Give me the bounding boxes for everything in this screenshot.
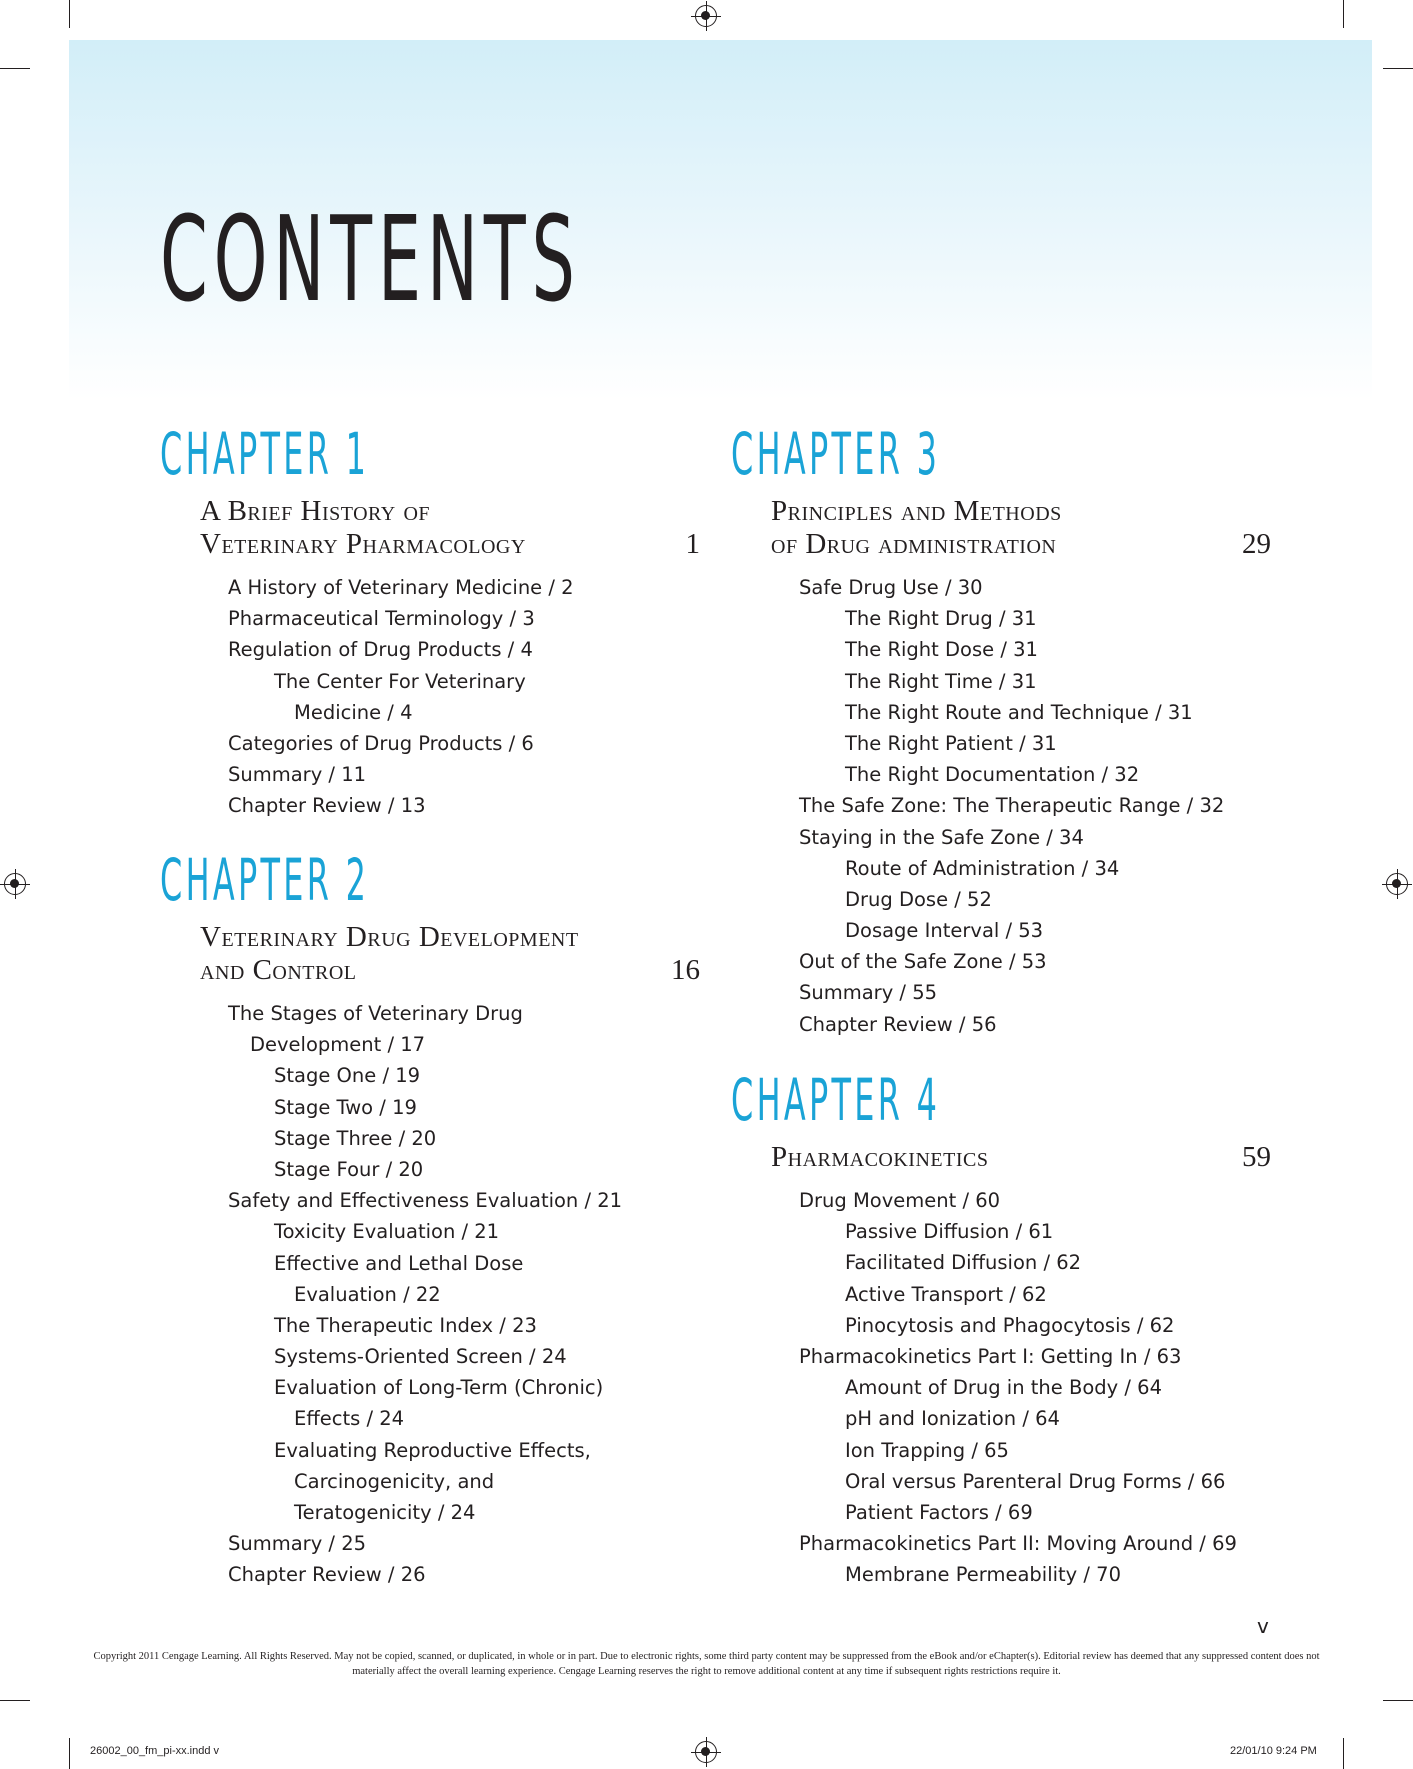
chapter-title-line1: A Brief History of: [200, 495, 431, 527]
crop-mark: [1383, 1700, 1413, 1701]
toc-subentry: Active Transport / 62: [845, 1282, 1047, 1306]
registration-mark-icon: [4, 873, 26, 895]
toc-subentry: Pinocytosis and Phagocytosis / 62: [845, 1313, 1175, 1337]
toc-subentry: Teratogenicity / 24: [294, 1501, 476, 1524]
crop-mark: [1343, 1738, 1344, 1769]
toc-subentry: Dosage Interval / 53: [845, 919, 1044, 943]
chapter-title-line1: Pharmacokinetics: [771, 1141, 989, 1173]
toc-subentry: Stage Four / 20: [274, 1157, 424, 1181]
toc-entry: Pharmaceutical Terminology / 3: [228, 607, 535, 631]
crop-mark: [69, 1738, 70, 1769]
toc-subentry: The Right Patient / 31: [845, 731, 1057, 755]
registration-mark-icon: [695, 5, 717, 27]
chapter-page-number: 16: [671, 954, 700, 986]
toc-entry: Regulation of Drug Products / 4: [228, 638, 533, 662]
chapter-page-number: 1: [685, 528, 700, 560]
toc-subentry: The Therapeutic Index / 23: [274, 1313, 537, 1337]
crop-mark: [1343, 0, 1344, 28]
toc-subentry: pH and Ionization / 64: [845, 1407, 1060, 1431]
crop-mark: [0, 68, 30, 69]
toc-entry: Chapter Review / 13: [228, 794, 426, 818]
toc-subentry: Ion Trapping / 65: [845, 1438, 1009, 1462]
print-slug-filename: 26002_00_fm_pi-xx.indd v: [90, 1745, 220, 1757]
chapter-3-entries: [799, 572, 1224, 1040]
toc-subentry: The Right Drug / 31: [845, 607, 1037, 631]
toc-entry: The Stages of Veterinary Drug: [228, 1002, 523, 1025]
toc-subentry: The Right Documentation / 32: [845, 763, 1140, 787]
toc-subentry: Passive Diffusion / 61: [845, 1220, 1054, 1244]
toc-subentry: Medicine / 4: [294, 700, 413, 724]
toc-subentry: Stage Three / 20: [274, 1126, 437, 1150]
toc-entry: Drug Movement / 60: [799, 1189, 1001, 1212]
toc-entry: Pharmacokinetics Part I: Getting In / 63: [799, 1344, 1182, 1368]
toc-entry: Summary / 25: [228, 1532, 367, 1556]
toc-subentry: Facilitated Diffusion / 62: [845, 1251, 1082, 1275]
chapter-label: CHAPTER 4: [731, 1066, 941, 1134]
chapter-1-entries: [228, 572, 574, 822]
toc-subentry: Evaluation of Long-Term (Chronic): [274, 1376, 604, 1400]
toc-entry: The Safe Zone: The Therapeutic Range / 32: [799, 794, 1225, 818]
toc-subentry: Drug Dose / 52: [845, 887, 992, 911]
toc-entry: Safety and Effectiveness Evaluation / 21: [228, 1189, 623, 1213]
toc-entry: Safe Drug Use / 30: [799, 576, 983, 599]
toc-subentry: Membrane Permeability / 70: [845, 1563, 1121, 1587]
toc-entry: Summary / 11: [228, 763, 367, 787]
toc-subentry: Systems-Oriented Screen / 24: [274, 1345, 567, 1369]
toc-subentry: Route of Administration / 34: [845, 856, 1120, 880]
crop-mark: [0, 1700, 30, 1701]
copyright-notice: Copyright 2011 Cengage Learning. All Rights Reserved. May not be copied, scanned, or duplicated, in whole or in part. Due to electronic rights, some third party content may be suppressed from the eBook and/or eChapter(s). Editorial review has deemed that any suppressed content does not materially affect the overall learning experience. Cengage Learning reserves the right to remove additional content at any time if subsequent rights restrictions require it.: [93, 1651, 1320, 1677]
chapter-label: CHAPTER 1: [160, 420, 370, 488]
toc-entry: Categories of Drug Products / 6: [228, 731, 534, 755]
registration-mark-icon: [695, 1741, 717, 1763]
page-title: CONTENTS: [160, 190, 581, 328]
chapter-label: CHAPTER 2: [160, 846, 370, 914]
toc-subentry: Evaluation / 22: [294, 1282, 441, 1306]
toc-subentry: Evaluating Reproductive Effects,: [274, 1438, 591, 1462]
toc-entry: Staying in the Safe Zone / 34: [799, 825, 1084, 849]
chapter-title-line2: of Drug administration: [771, 528, 1057, 560]
toc-subentry: Patient Factors / 69: [845, 1500, 1033, 1524]
toc-subentry: Effective and Lethal Dose: [274, 1251, 524, 1275]
toc-subentry: The Right Route and Technique / 31: [845, 700, 1193, 724]
toc-subentry: Effects / 24: [294, 1407, 405, 1431]
toc-entry: Pharmacokinetics Part II: Moving Around / 69: [799, 1532, 1237, 1556]
toc-entry: Chapter Review / 26: [228, 1563, 426, 1587]
chapter-label: CHAPTER 3: [731, 420, 941, 488]
toc-subentry: Carcinogenicity, and: [294, 1469, 495, 1493]
toc-entry: A History of Veterinary Medicine / 2: [228, 576, 574, 599]
chapter-title-line2: and Control: [200, 954, 357, 986]
toc-subentry: Stage One / 19: [274, 1064, 421, 1088]
chapter-2-entries: [228, 998, 622, 1591]
toc-subentry: Stage Two / 19: [274, 1095, 417, 1119]
toc-subentry: The Center For Veterinary: [274, 669, 526, 693]
registration-mark-icon: [1386, 873, 1408, 895]
chapter-title-line1: Principles and Methods: [771, 495, 1062, 527]
chapter-title-line2: Veterinary Pharmacology: [200, 528, 526, 560]
chapter-page-number: 29: [1242, 528, 1271, 560]
toc-subentry: Oral versus Parenteral Drug Forms / 66: [845, 1469, 1226, 1493]
chapter-page-number: 59: [1242, 1141, 1271, 1173]
crop-mark: [69, 0, 70, 28]
toc-entry: Chapter Review / 56: [799, 1012, 997, 1036]
toc-subentry: The Right Dose / 31: [845, 638, 1038, 662]
toc-subentry: Toxicity Evaluation / 21: [274, 1220, 500, 1244]
crop-mark: [1383, 68, 1413, 69]
page-folio: v: [1257, 1614, 1269, 1638]
toc-entry: Out of the Safe Zone / 53: [799, 950, 1047, 974]
toc-entry: Development / 17: [250, 1033, 426, 1057]
print-slug-timestamp: 22/01/10 9:24 PM: [1230, 1745, 1317, 1757]
toc-entry: Summary / 55: [799, 981, 938, 1005]
toc-subentry: The Right Time / 31: [845, 669, 1037, 693]
chapter-title-line1: Veterinary Drug Development: [200, 921, 579, 953]
chapter-4-entries: [799, 1185, 1237, 1590]
toc-subentry: Amount of Drug in the Body / 64: [845, 1376, 1162, 1400]
